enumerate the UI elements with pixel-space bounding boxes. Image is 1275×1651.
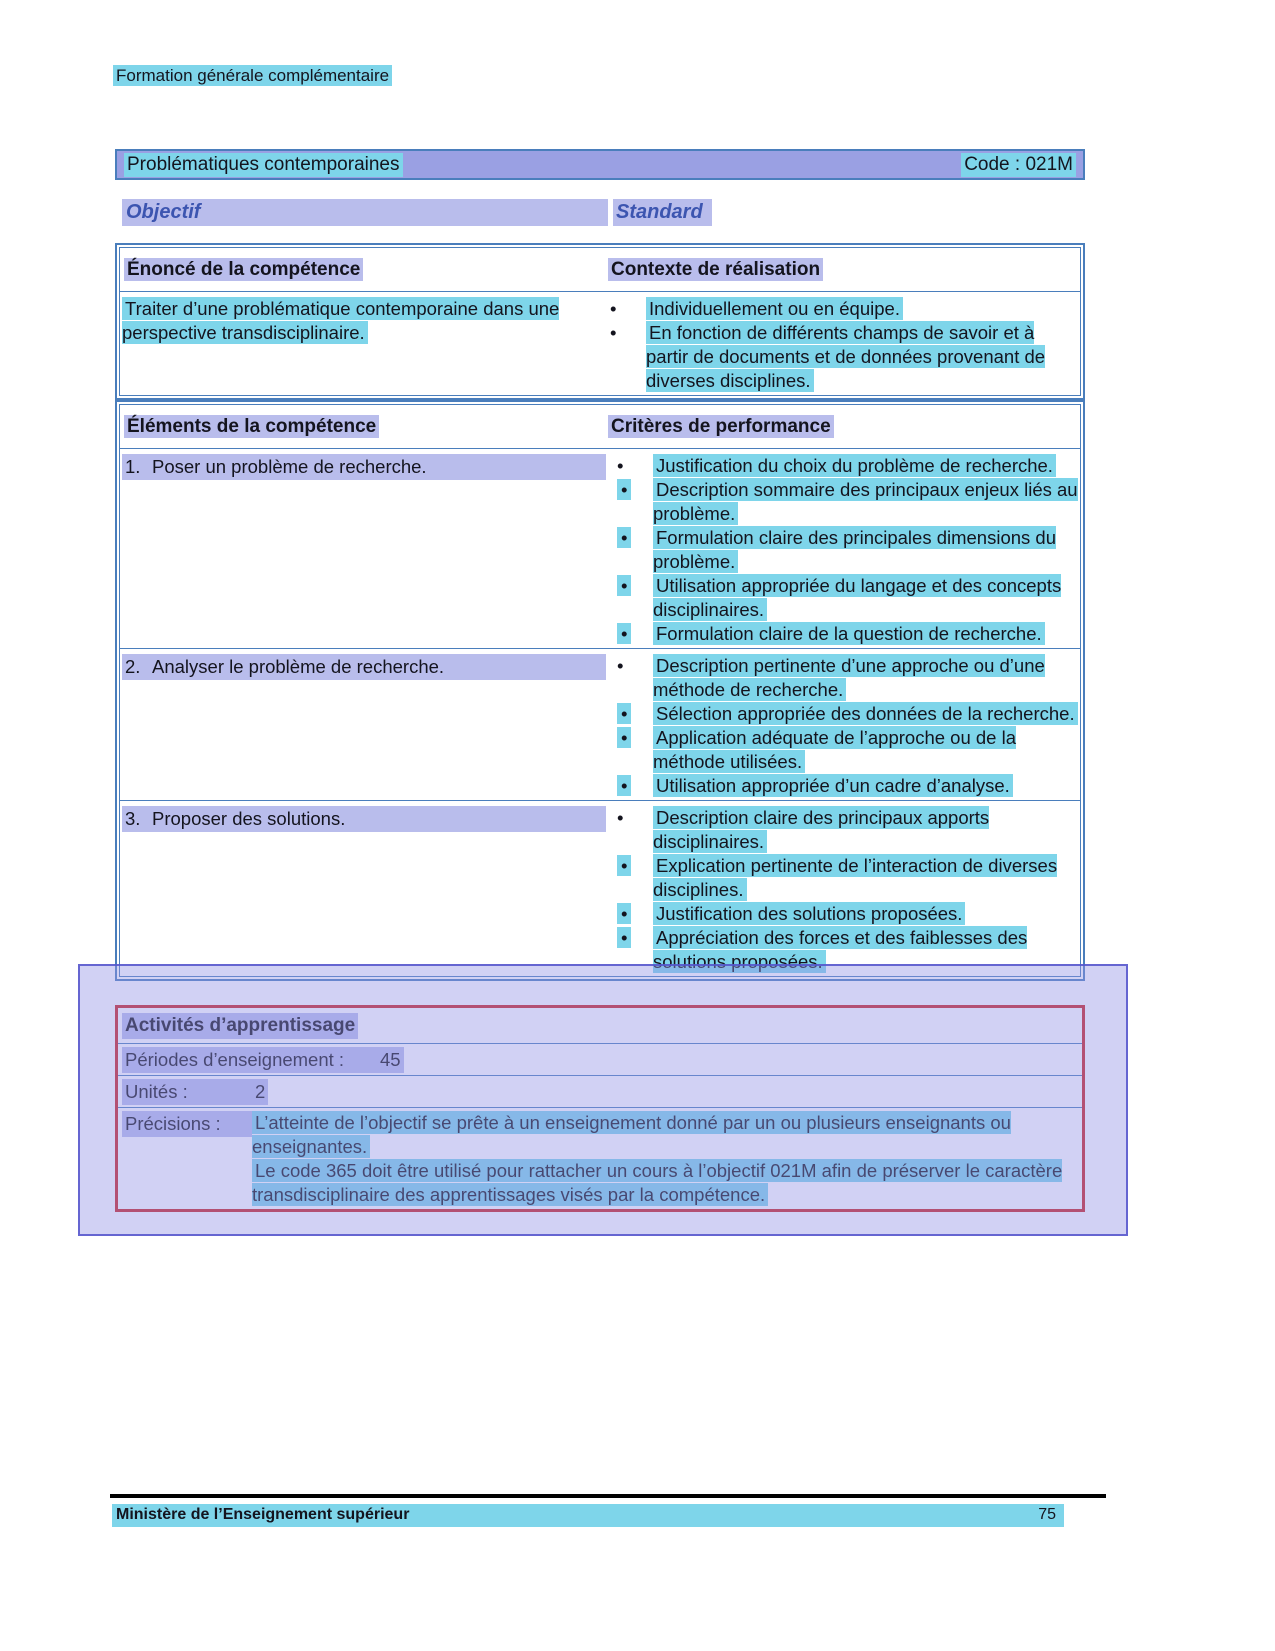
table-row [120, 648, 1080, 800]
table-row [120, 448, 1080, 648]
precisions-label: Précisions : [122, 1111, 252, 1137]
footer [112, 1504, 1064, 1527]
objectif-heading: Objectif [122, 199, 608, 226]
list-item [608, 726, 1087, 774]
precisions-text [252, 1111, 1070, 1207]
periods-row [118, 1043, 1082, 1075]
elements-table [115, 400, 1085, 981]
bullet-icon [608, 902, 653, 926]
footer-page-number: 75 [1038, 1506, 1056, 1523]
list-item-body [653, 854, 1087, 902]
criterion-text: Justification du choix du problème de recherche. [653, 454, 1056, 477]
elements-table-frame [119, 404, 1081, 977]
list-item [608, 574, 1087, 622]
criterion-text: Formulation claire des principales dimensions du problème. [653, 527, 1056, 572]
criteria-list [608, 806, 1087, 974]
list-item-body [653, 574, 1087, 622]
criterion-text: Utilisation appropriée d’un cadre d’analyse. [653, 774, 1013, 797]
element-text: Analyser le problème de recherche. [152, 656, 445, 677]
list-item-body [653, 702, 1087, 726]
bullet-icon [608, 478, 653, 502]
criteria-list [608, 654, 1087, 798]
bullet-icon [608, 622, 653, 646]
activities-header-row [118, 1008, 1082, 1043]
precisions-line-text: Le code 365 doit être utilisé pour rattacher un cours à l’objectif 021M afin de préserver le caractère transdisciplinaire des apprentissages visés par la compétence. [252, 1160, 1063, 1205]
periods-value: 45 [377, 1047, 404, 1073]
list-item [608, 622, 1087, 646]
units-value: 2 [252, 1079, 268, 1105]
list-item-body [653, 926, 1087, 974]
bullet-icon [601, 297, 646, 321]
criterion-text: Justification des solutions proposées. [653, 902, 965, 925]
criterion-text: Explication pertinente de l’interaction de diverses disciplines. [653, 855, 1058, 900]
list-item [608, 774, 1087, 798]
criterion-text: Appréciation des forces et des faiblesses des solutions proposées. [653, 927, 1028, 972]
element-number: 3. [125, 808, 141, 829]
list-item-body [653, 902, 1087, 926]
section-label-text: Formation générale complémentaire [113, 65, 392, 86]
bullet-icon [608, 806, 653, 830]
list-item-body [653, 806, 1087, 854]
bullet-icon [608, 454, 653, 478]
bullet-icon [608, 854, 653, 878]
list-item-body [653, 526, 1087, 574]
list-item-body [653, 454, 1087, 478]
contexte-list [601, 297, 1080, 393]
bullet-icon [608, 702, 653, 726]
column-header-elements: Éléments de la compétence [124, 415, 379, 438]
bullet-icon [608, 526, 653, 550]
activities-panel [115, 1005, 1085, 1212]
list-item [608, 854, 1087, 902]
list-item [608, 806, 1087, 854]
element-cell [120, 654, 608, 798]
element-number: 1. [125, 456, 141, 477]
criterion-text: Description claire des principaux apports disciplinaires. [653, 807, 990, 852]
bullet-icon [608, 774, 653, 798]
criteria-list [608, 454, 1087, 646]
competence-table [115, 243, 1085, 400]
element-label [122, 806, 606, 832]
criterion-text: Sélection appropriée des données de la recherche. [653, 702, 1078, 725]
objectif-standard-headings [122, 199, 712, 226]
contexte-item-text: En fonction de différents champs de savoir et à partir de documents et de données provenant de diverses disciplines. [646, 322, 1046, 391]
table-row [120, 291, 1080, 395]
bullet-icon [601, 321, 646, 345]
criterion-text: Description pertinente d’une approche ou d’une méthode de recherche. [653, 655, 1045, 700]
units-row [118, 1075, 1082, 1107]
bullet-icon [608, 726, 653, 750]
list-item [608, 902, 1087, 926]
precisions-paragraph [252, 1111, 1070, 1159]
standard-heading: Standard [613, 199, 712, 226]
footer-rule [110, 1494, 1106, 1498]
list-item-body [653, 774, 1087, 798]
header-cell [120, 258, 608, 282]
criterion-text: Description sommaire des principaux enjeux liés au problème. [653, 479, 1078, 524]
header-cell [608, 415, 1080, 439]
bullet-icon [608, 926, 653, 950]
table-header-row [120, 248, 1080, 291]
column-header-criteres: Critères de performance [608, 415, 834, 438]
criterion-text: Utilisation appropriée du langage et des concepts disciplinaires. [653, 575, 1062, 620]
element-label [122, 654, 606, 680]
column-header-contexte: Contexte de réalisation [608, 258, 823, 281]
list-item-body [653, 654, 1087, 702]
element-text: Proposer des solutions. [152, 808, 346, 829]
list-item [601, 321, 1080, 393]
table-row [120, 800, 1080, 976]
list-item [608, 926, 1087, 974]
list-item-body [653, 726, 1087, 774]
table-header-row [120, 405, 1080, 448]
enonce-cell [120, 297, 601, 393]
criterion-text: Formulation claire de la question de recherche. [653, 622, 1045, 645]
criterion-text: Application adéquate de l’approche ou de la méthode utilisées. [653, 727, 1017, 772]
competence-table-frame [119, 247, 1081, 396]
element-label [122, 454, 606, 480]
element-cell [120, 454, 608, 646]
column-header-enonce: Énoncé de la compétence [124, 258, 363, 281]
footer-ministry: Ministère de l’Enseignement supérieur [116, 1506, 410, 1523]
list-item [608, 702, 1087, 726]
list-item [601, 297, 1080, 321]
document-title: Problématiques contemporaines [124, 153, 403, 177]
list-item [608, 654, 1087, 702]
header-cell [120, 415, 608, 439]
header-cell [608, 258, 1080, 282]
precisions-paragraph [252, 1159, 1070, 1207]
bullet-icon [608, 574, 653, 598]
document-code: Code : 021M [961, 153, 1076, 177]
units-label: Unités : [122, 1079, 252, 1105]
section-label [113, 66, 392, 86]
list-item [608, 478, 1087, 526]
activities-title: Activités d’apprentissage [122, 1013, 358, 1039]
list-item-body [646, 321, 1080, 393]
list-item-body [653, 622, 1087, 646]
enonce-text: Traiter d’une problématique contemporaine dans une perspective transdisciplinaire. [122, 298, 560, 343]
element-number: 2. [125, 656, 141, 677]
title-bar [115, 149, 1085, 180]
list-item-body [646, 297, 1080, 321]
list-item-body [653, 478, 1087, 526]
list-item [608, 454, 1087, 478]
contexte-item-text: Individuellement ou en équipe. [646, 297, 903, 320]
bullet-icon [608, 654, 653, 678]
precisions-row [118, 1107, 1082, 1209]
periods-label: Périodes d’enseignement : [122, 1047, 377, 1073]
element-cell [120, 806, 608, 974]
precisions-line-text: L’atteinte de l’objectif se prête à un enseignement donné par un ou plusieurs enseignants ou enseignantes. [252, 1112, 1011, 1157]
element-text: Poser un problème de recherche. [152, 456, 427, 477]
list-item [608, 526, 1087, 574]
